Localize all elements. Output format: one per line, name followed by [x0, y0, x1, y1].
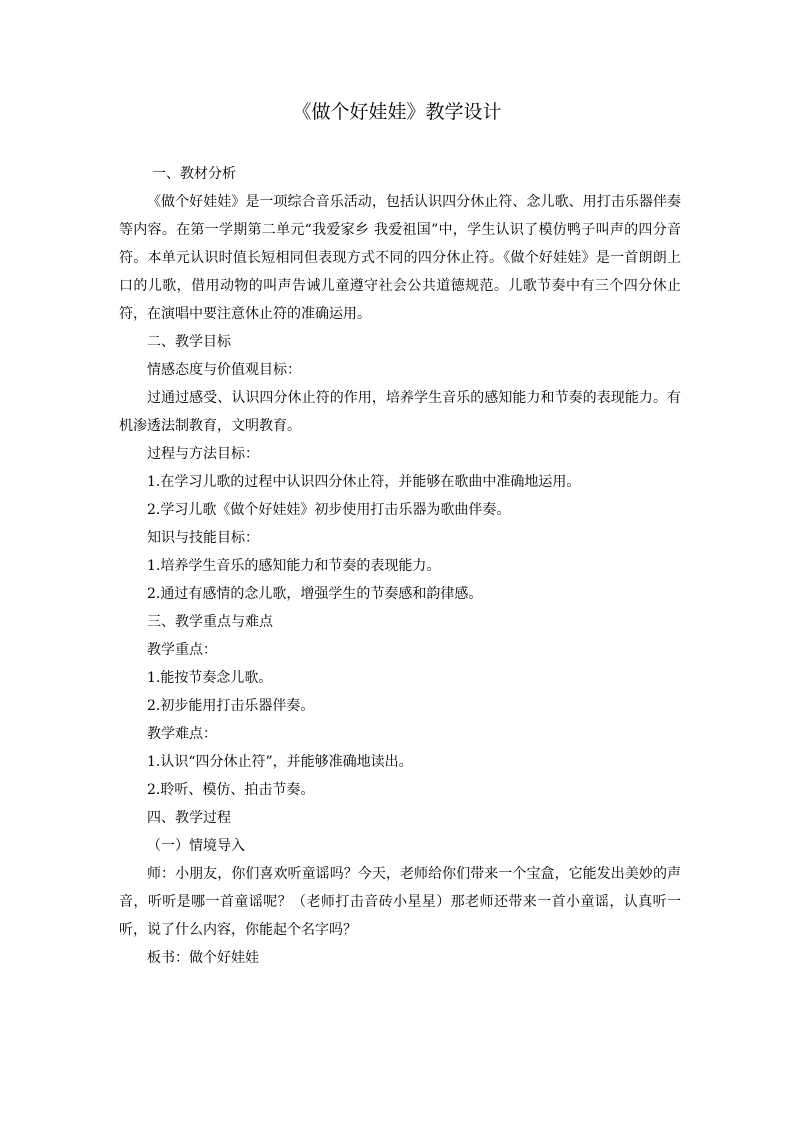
- subheading-emotion-goals: 情感态度与价值观目标：: [147, 362, 301, 378]
- list-item: 2.聆听、模仿、拍击节奏。: [147, 782, 315, 798]
- list-item: 2.通过有感情的念儿歌，增强学生的节奏感和韵律感。: [147, 586, 483, 602]
- section-heading-process: 四、教学过程: [147, 810, 231, 826]
- paragraph-board-writing: 板书：做个好娃娃: [147, 950, 259, 966]
- paragraph-emotion-goals: 过通过感受、认识四分休止符的作用，培养学生音乐的感知能力和节奏的表现能力。有机渗透法制教育，文明教育。: [119, 390, 681, 434]
- section-heading-materials: 一、教材分析: [152, 166, 236, 182]
- subheading-process-goals: 过程与方法目标：: [147, 446, 259, 462]
- subheading-skill-goals: 知识与技能目标：: [147, 530, 259, 546]
- section-heading-key-points: 三、教学重点与难点: [147, 614, 273, 630]
- document-title: 《做个好娃娃》教学设计: [292, 101, 502, 123]
- list-item: 1.在学习儿歌的过程中认识四分休止符，并能够在歌曲中准确地运用。: [147, 474, 581, 490]
- subheading-key-points: 教学重点：: [147, 642, 217, 658]
- list-item: 1.培养学生音乐的感知能力和节奏的表现能力。: [147, 558, 441, 574]
- subheading-difficulties: 教学难点：: [147, 726, 217, 742]
- list-item: 1.能按节奏念儿歌。: [147, 670, 273, 686]
- paragraph-materials-analysis: 《做个好娃娃》是一项综合音乐活动，包括认识四分休止符、念儿歌、用打击乐器伴奏等内容。在第一学期第二单元“我爱家乡 我爱祖国”中，学生认识了模仿鸭子叫声的四分音符。本单元认识时值长短相同但表现方式不同的四分休止符。《做个好娃娃》是一首朗朗上口的儿歌，借用动物的叫声告诫儿童遵守社会公共道德规范。儿歌节奏中有三个四分休止符，在演唱中要注意休止符的准确运用。: [119, 194, 681, 322]
- paragraph-teacher-dialogue: 师：小朋友，你们喜欢听童谣吗？今天，老师给你们带来一个宝盒，它能发出美妙的声音，听听是哪一首童谣呢？（老师打击音砖小星星）那老师还带来一首小童谣，认真听一听，说了什么内容，你能起个名字吗？: [119, 866, 681, 938]
- list-item: 2.初步能用打击乐器伴奏。: [147, 698, 315, 714]
- section-heading-objectives: 二、教学目标: [147, 334, 231, 350]
- document-body: [119, 160, 681, 972]
- list-item: 2.学习儿歌《做个好娃娃》初步使用打击乐器为歌曲伴奏。: [147, 502, 511, 518]
- subheading-introduction: （一）情境导入: [147, 838, 245, 854]
- list-item: 1.认识“四分休止符”，并能够准确地读出。: [147, 754, 413, 770]
